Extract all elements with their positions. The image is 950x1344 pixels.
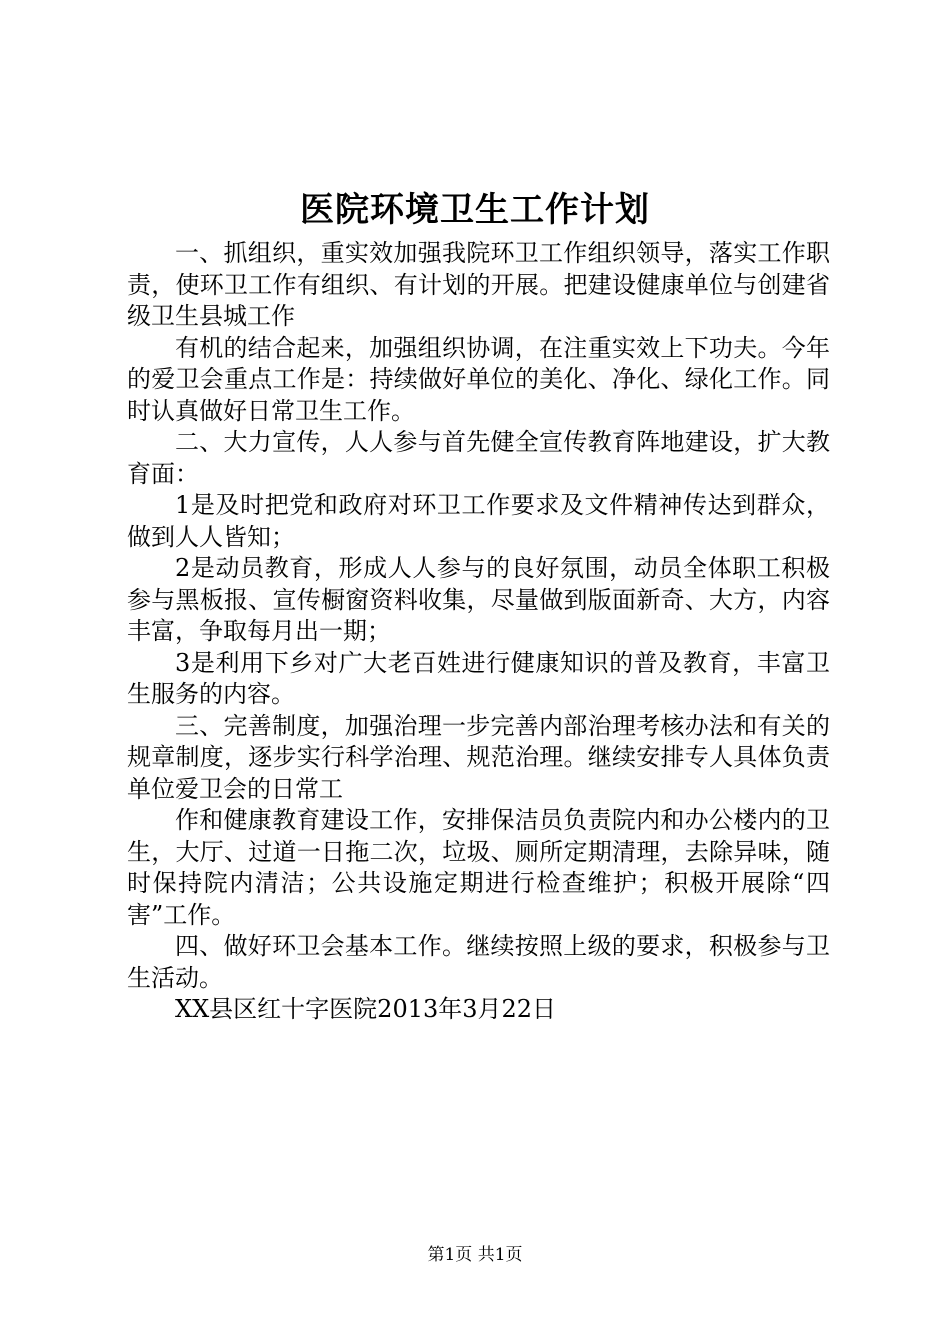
- paragraph-1: 一、抓组织，重实效加强我院环卫工作组织领导，落实工作职责，使环卫工作有组织、有计划的开展。把建设健康单位与创建省级卫生县城工作: [127, 239, 830, 330]
- document-title: 医院环境卫生工作计划: [300, 190, 650, 230]
- paragraph-4: 1是及时把党和政府对环卫工作要求及文件精神传达到群众，做到人人皆知；: [127, 491, 830, 551]
- paragraph-3: 二、大力宣传，人人参与首先健全宣传教育阵地建设，扩大教育面：: [127, 428, 830, 488]
- document-signoff: XX县区红十字医院2013年3月22日: [175, 995, 557, 1023]
- document-body: [127, 238, 830, 1026]
- page-footer: 第1页 共1页: [427, 1245, 523, 1265]
- paragraph-5: 2是动员教育，形成人人参与的良好氛围，动员全体职工积极参与黑板报、宣传橱窗资料收集，尽量做到版面新奇、大方，内容丰富，争取每月出一期；: [127, 554, 830, 645]
- paragraph-6: 3是利用下乡对广大老百姓进行健康知识的普及教育，丰富卫生服务的内容。: [127, 648, 830, 708]
- paragraph-9: 四、做好环卫会基本工作。继续按照上级的要求，积极参与卫生活动。: [127, 932, 830, 992]
- paragraph-2: 有机的结合起来，加强组织协调，在注重实效上下功夫。今年的爱卫会重点工作是：持续做好单位的美化、净化、绿化工作。同时认真做好日常卫生工作。: [127, 333, 830, 425]
- paragraph-8: 作和健康教育建设工作，安排保洁员负责院内和办公楼内的卫生，大厅、过道一日拖二次，垃圾、厕所定期清理，去除异味，随时保持院内清洁；公共设施定期进行检查维护；积极开展除“四害”工作。: [127, 806, 830, 929]
- paragraph-7: 三、完善制度，加强治理一步完善内部治理考核办法和有关的规章制度，逐步实行科学治理、规范治理。继续安排专人具体负责单位爱卫会的日常工: [127, 711, 830, 803]
